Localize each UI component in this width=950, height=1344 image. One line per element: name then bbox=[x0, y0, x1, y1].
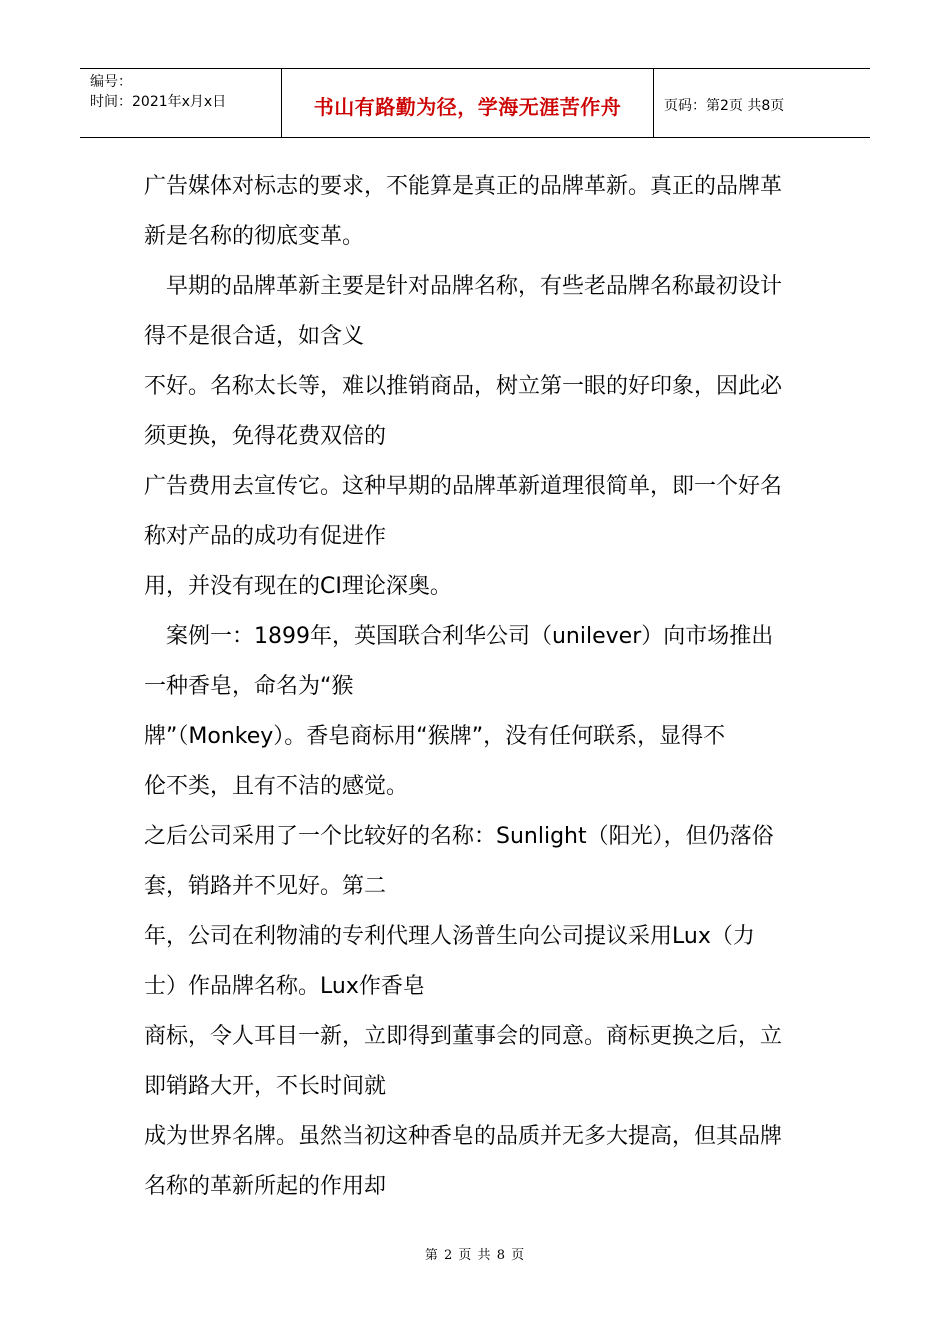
body-line: 即销路大开，不长时间就 bbox=[144, 1074, 387, 1099]
body-line: 广告费用去宣传它。这种早期的品牌革新道理很简单，即一个好名 bbox=[144, 474, 783, 499]
body-line: 广告媒体对标志的要求，不能算是真正的品牌革新。真正的品牌革 bbox=[144, 174, 783, 199]
document-body bbox=[144, 162, 804, 1212]
body-line: 士）作品牌名称。Lux作香皂 bbox=[144, 974, 425, 999]
date-label: 时间：2021年x月x日 bbox=[90, 94, 227, 110]
body-line: 套，销路并不见好。第二 bbox=[144, 874, 387, 899]
motto-text: 书山有路勤为径，学海无涯苦作舟 bbox=[313, 94, 622, 119]
body-line: 成为世界名牌。虽然当初这种香皂的品质并无多大提高，但其品牌 bbox=[144, 1124, 783, 1149]
page-info: 页码：第2页 共8页 bbox=[664, 98, 785, 114]
body-line: 称对产品的成功有促进作 bbox=[144, 524, 387, 549]
body-line: 早期的品牌革新主要是针对品牌名称，有些老品牌名称最初设计 bbox=[144, 274, 783, 299]
body-line: 新是名称的彻底变革。 bbox=[144, 224, 365, 249]
body-line: 伦不类，且有不洁的感觉。 bbox=[144, 774, 409, 799]
body-line: 得不是很合适，如含义 bbox=[144, 324, 365, 349]
body-line: 之后公司采用了一个比较好的名称：Sunlight（阳光），但仍落俗 bbox=[144, 824, 774, 849]
body-line: 名称的革新所起的作用却 bbox=[144, 1174, 387, 1199]
header-meta-cell bbox=[80, 69, 282, 137]
body-line: 商标，令人耳目一新，立即得到董事会的同意。商标更换之后，立 bbox=[144, 1024, 783, 1049]
body-line: 不好。名称太长等，难以推销商品，树立第一眼的好印象，因此必 bbox=[144, 374, 783, 399]
footer-page-number: 第 2 页 共 8 页 bbox=[424, 1248, 526, 1263]
body-line: 一种香皂，命名为“猴 bbox=[144, 674, 354, 699]
body-line: 用，并没有现在的CI理论深奥。 bbox=[144, 574, 452, 599]
header-motto-cell bbox=[282, 69, 654, 137]
page-footer bbox=[0, 1244, 950, 1263]
page-header bbox=[80, 68, 870, 138]
body-line: 牌”（Monkey）。香皂商标用“猴牌”，没有任何联系，显得不 bbox=[144, 724, 726, 749]
body-line: 年，公司在利物浦的专利代理人汤普生向公司提议采用Lux（力 bbox=[144, 924, 755, 949]
serial-label: 编号： bbox=[90, 74, 132, 90]
body-line: 须更换，免得花费双倍的 bbox=[144, 424, 387, 449]
header-page-cell bbox=[654, 69, 870, 137]
body-line: 案例一：1899年，英国联合利华公司（unilever）向市场推出 bbox=[144, 624, 774, 649]
